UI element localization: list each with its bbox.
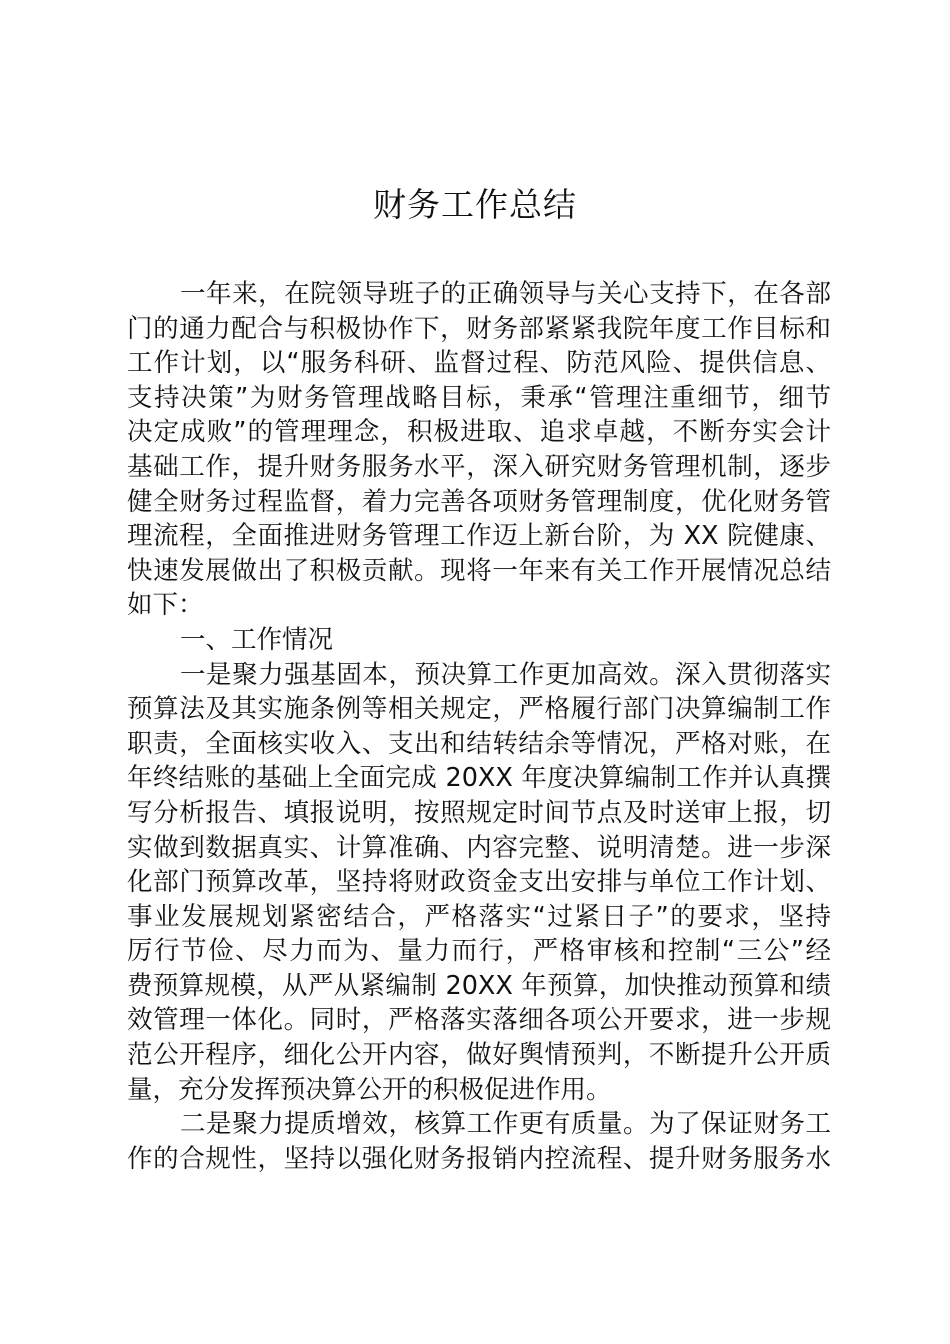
document-body — [127, 277, 831, 1176]
text-line: 作的合规性，坚持以强化财务报销内控流程、提升财务服务水 — [127, 1143, 831, 1174]
text-line: 厉行节俭、尽力而为、量力而行，严格审核和控制“三公”经 — [127, 936, 831, 967]
text-line: 门的通力配合与积极协作下，财务部紧紧我院年度工作目标和 — [127, 313, 831, 344]
text-line: 工作计划，以“服务科研、监督过程、防范风险、提供信息、 — [127, 348, 831, 379]
text-line: 一、工作情况 — [180, 624, 334, 655]
text-line: 写分析报告、填报说明，按照规定时间节点及时送审上报，切 — [127, 797, 831, 828]
text-line: 费预算规模，从严从紧编制 20XX 年预算，加快推动预算和绩 — [127, 970, 831, 1001]
text-line: 范公开程序，细化公开内容，做好舆情预判，不断提升公开质 — [127, 1040, 831, 1071]
text-line: 预算法及其实施条例等相关规定，严格履行部门决算编制工作 — [127, 694, 831, 725]
text-line: 事业发展规划紧密结合，严格落实“过紧日子”的要求，坚持 — [127, 901, 831, 932]
text-line: 快速发展做出了积极贡献。现将一年来有关工作开展情况总结 — [127, 555, 831, 586]
text-line: 健全财务过程监督，着力完善各项财务管理制度，优化财务管 — [127, 486, 831, 517]
text-line: 化部门预算改革，坚持将财政资金支出安排与单位工作计划、 — [127, 867, 831, 898]
text-line: 基础工作，提升财务服务水平，深入研究财务管理机制，逐步 — [127, 451, 831, 482]
text-line: 一是聚力强基固本，预决算工作更加高效。深入贯彻落实 — [180, 659, 831, 690]
text-line: 支持决策”为财务管理战略目标，秉承“管理注重细节，细节 — [127, 382, 831, 413]
text-line: 决定成败”的管理理念，积极进取、追求卓越，不断夯实会计 — [127, 417, 831, 448]
text-line: 职责，全面核实收入、支出和结转结余等情况，严格对账，在 — [127, 728, 831, 759]
text-line: 效管理一体化。同时，严格落实落细各项公开要求，进一步规 — [127, 1005, 831, 1036]
text-line: 理流程，全面推进财务管理工作迈上新台阶，为 XX 院健康、 — [127, 521, 831, 552]
text-line: 实做到数据真实、计算准确、内容完整、说明清楚。进一步深 — [127, 832, 831, 863]
text-line: 如下： — [127, 590, 204, 621]
text-line: 二是聚力提质增效，核算工作更有质量。为了保证财务工 — [180, 1109, 831, 1140]
text-line: 年终结账的基础上全面完成 20XX 年度决算编制工作并认真撰 — [127, 763, 831, 794]
document-title: 财务工作总结 — [373, 185, 577, 224]
text-line: 量，充分发挥预决算公开的积极促进作用。 — [127, 1074, 612, 1105]
text-line: 一年来，在院领导班子的正确领导与关心支持下，在各部 — [180, 279, 831, 309]
